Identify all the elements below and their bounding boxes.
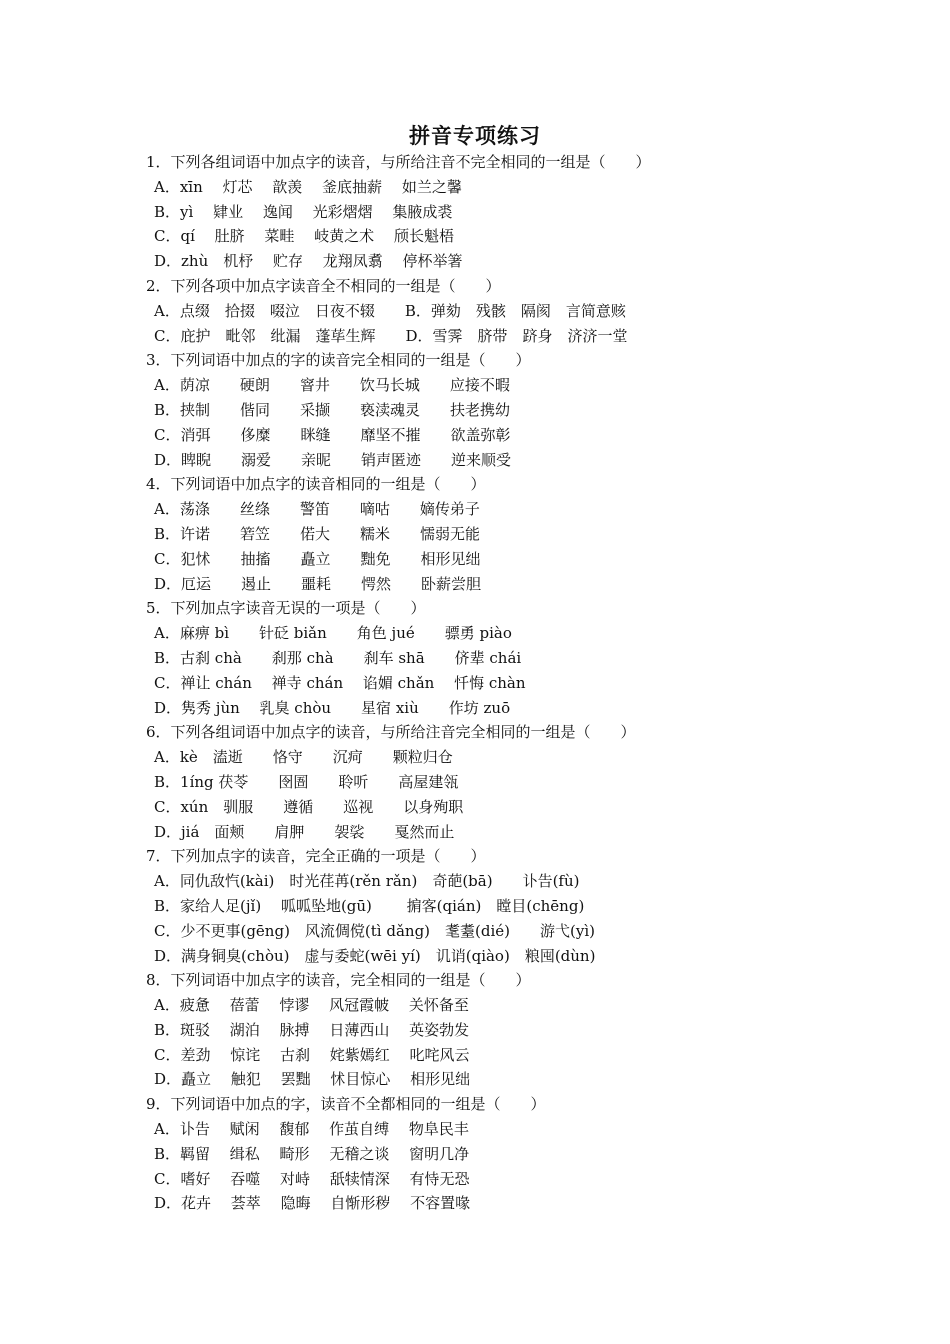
option-a: A．讣告 赋闲 馥郁 作茧自缚 物阜民丰 (154, 1120, 469, 1139)
option-d: D．花卉 荟萃 隐晦 自惭形秽 不容置喙 (154, 1194, 471, 1213)
option-b: B．1íng 茯苓 囹圄 聆听 高屋建瓴 (154, 772, 459, 791)
option-b: B．斑驳 湖泊 脉搏 日薄西山 英姿勃发 (154, 1020, 470, 1039)
option-d: D．zhù 机杼 贮存 龙翔凤翥 停杯举箸 (154, 252, 463, 271)
option-c: C．xún 驯服 遵循 巡视 以身殉职 (154, 797, 464, 816)
option-c-d: C．庇护 毗邻 纰漏 蓬荜生辉 D．雪霁 脐带 跻身 济济一堂 (154, 326, 628, 345)
option-d: D．睥睨 溺爱 亲昵 销声匿迹 逆来顺受 (154, 450, 512, 469)
question-2 (146, 274, 866, 348)
question-stem: 3．下列词语中加点的字的读音完全相同的一组是（ ） (146, 351, 531, 370)
option-a: A．疲惫 蓓蕾 悖谬 风冠霞帔 关怀备至 (154, 996, 469, 1015)
question-7 (146, 844, 866, 968)
question-stem: 1．下列各组词语中加点字的读音，与所给注音不完全相同的一组是（ ） (146, 153, 651, 171)
question-6 (146, 720, 866, 844)
option-a: A．kè 溘逝 恪守 沉疴 颗粒归仓 (154, 748, 453, 767)
option-d: D．隽秀 jùn 乳臭 chòu 星宿 xiù 作坊 zuō (154, 698, 511, 717)
option-d: D．满身铜臭(chòu) 虚与委蛇(wēi yí) 讥诮(qiào) 粮囤(dùn) (154, 946, 596, 965)
question-5 (146, 596, 866, 720)
option-d: D．厄运 遏止 噩耗 愕然 卧薪尝胆 (154, 574, 482, 593)
question-8 (146, 968, 866, 1092)
question-stem: 7．下列加点字的读音，完全正确的一项是（ ） (146, 847, 486, 866)
option-c: C．差劲 惊诧 古刹 姹紫嫣红 叱咤风云 (154, 1045, 470, 1064)
page-title: 拼音专项练习 (409, 123, 541, 148)
option-c: C．消弭 侈糜 眯缝 靡坚不摧 欲盖弥彰 (154, 425, 511, 444)
option-b: B．yì 肄业 逸闻 光彩熠熠 集腋成裘 (154, 202, 453, 221)
option-d: D．jiá 面颊 肩胛 袈裟 戛然而止 (154, 822, 455, 841)
question-9 (146, 1092, 866, 1216)
option-a: A．荫凉 硬朗 窨井 饮马长城 应接不暇 (154, 376, 510, 395)
option-a: A．同仇敌忾(kài) 时光荏苒(rěn rǎn) 奇葩(bā) 讣告(fù) (154, 872, 580, 891)
option-c: C．禅让 chán 禅寺 chán 谄媚 chǎn 忏悔 chàn (154, 673, 526, 692)
question-stem: 8．下列词语中加点字的读音，完全相同的一组是（ ） (146, 971, 531, 990)
option-a: A．xīn 灯芯 歆羡 釜底抽薪 如兰之馨 (154, 177, 462, 196)
question-3 (146, 348, 866, 472)
question-stem: 5．下列加点字读音无误的一项是（ ） (146, 599, 426, 618)
option-c: C．少不更事(gēng) 风流倜傥(tì dǎng) 耄耋(dié) 游弋(yì) (154, 921, 595, 940)
option-a: A．麻痹 bì 针砭 biǎn 角色 jué 骠勇 piào (154, 624, 512, 643)
question-stem: 4．下列词语中加点字的读音相同的一组是（ ） (146, 475, 486, 494)
option-b: B．家给人足(jǐ) 呱呱坠地(gū) 掮客(qián) 瞠目(chēng) (154, 896, 585, 915)
option-c: C．犯怵 抽搐 矗立 黜免 相形见绌 (154, 549, 481, 568)
option-d: D．矗立 触犯 罢黜 怵目惊心 相形见绌 (154, 1070, 471, 1089)
question-stem: 2．下列各项中加点字读音全不相同的一组是（ ） (146, 276, 501, 295)
option-c: C．嗜好 吞噬 对峙 舐犊情深 有恃无恐 (154, 1169, 470, 1188)
option-b: B．羁留 缉私 畸形 无稽之谈 窗明几净 (154, 1144, 470, 1163)
option-b: B．挟制 偕同 采撷 亵渎魂灵 扶老携幼 (154, 400, 511, 419)
option-a: A．荡涤 丝绦 警笛 嘀咕 嫡传弟子 (154, 500, 480, 519)
option-c: C．qí 肚脐 菜畦 岐黄之术 颀长魁梧 (154, 227, 454, 246)
option-a-b: A．点缀 拾掇 啜泣 日夜不辍 B．弹劾 残骸 隔阂 言简意赅 (154, 301, 626, 320)
question-1 (146, 150, 866, 274)
option-b: B．许诺 箬笠 偌大 糯米 懦弱无能 (154, 524, 481, 543)
question-stem: 6．下列各组词语中加点字的读音，与所给注音完全相同的一组是（ ） (146, 723, 636, 742)
question-list (146, 150, 866, 1216)
question-4 (146, 472, 866, 596)
question-stem: 9．下列词语中加点的字，读音不全都相同的一组是（ ） (146, 1095, 546, 1114)
option-b: B．古刹 chà 刹那 chà 刹车 shā 侪辈 chái (154, 648, 522, 667)
